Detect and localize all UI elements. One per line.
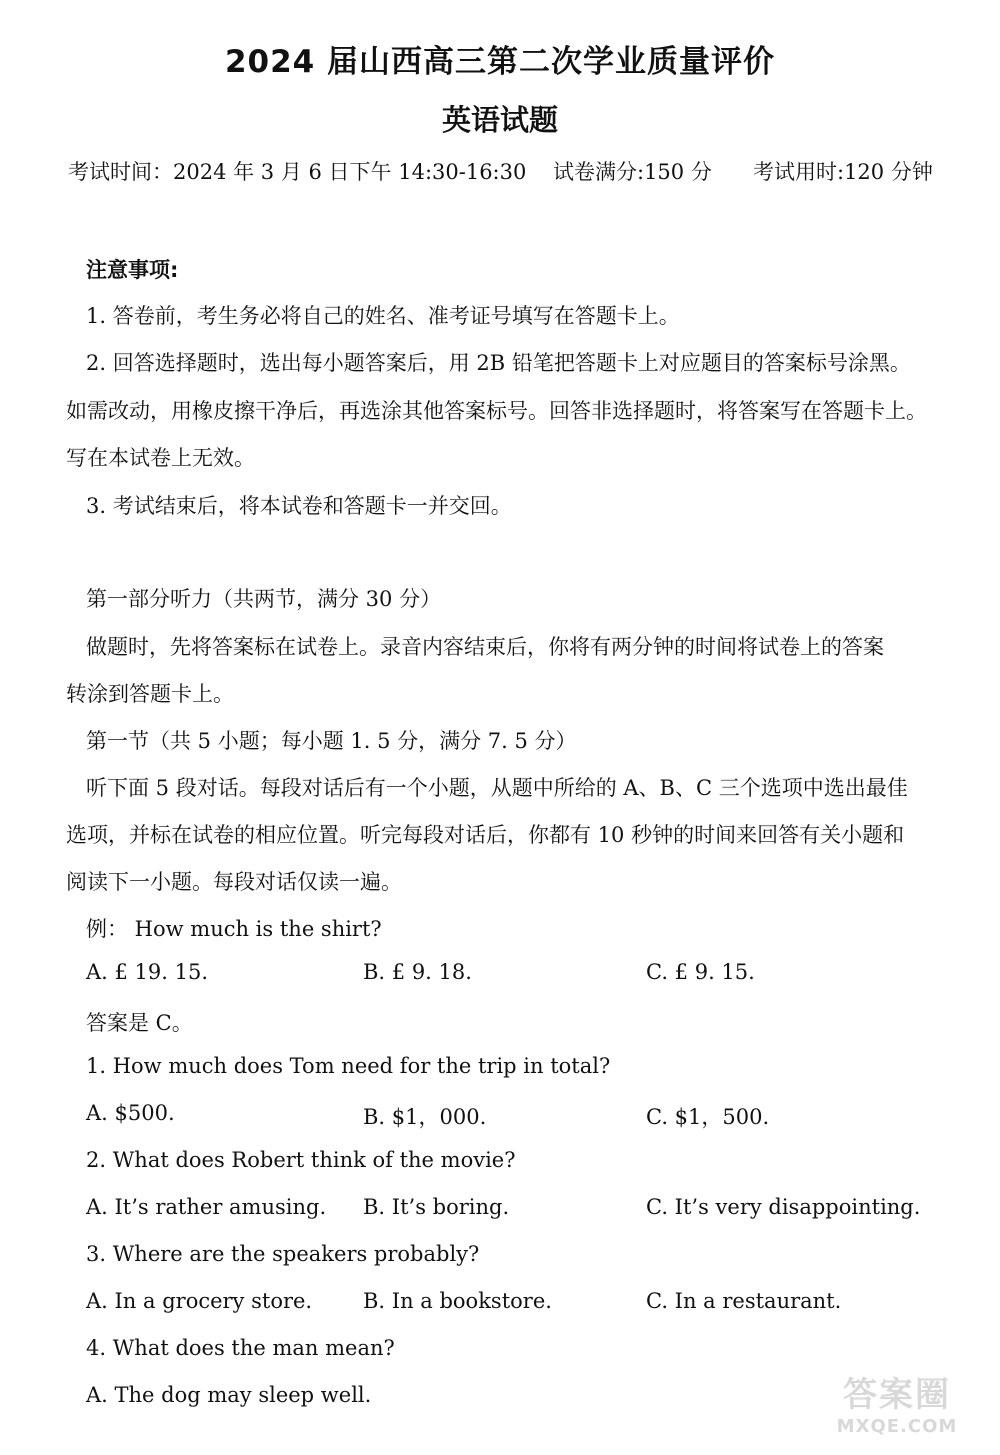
question-1-option-c: C. $1，500. xyxy=(646,1105,770,1129)
section1-heading: 第一节（共 5 小题；每小题 1. 5 分，满分 7. 5 分） xyxy=(86,729,577,753)
question-2-option-a: A. It’s rather amusing. xyxy=(86,1195,327,1219)
example-option-b: B. £ 9. 18. xyxy=(363,960,472,984)
watermark-url: MXQE.COM xyxy=(836,1416,958,1437)
question-3-option-c: C. In a restaurant. xyxy=(646,1289,842,1313)
part1-heading: 第一部分听力（共两节，满分 30 分） xyxy=(86,587,442,611)
exam-meta xyxy=(68,156,948,186)
notice-item-3: 3. 考试结束后，将本试卷和答题卡一并交回。 xyxy=(86,494,512,518)
notice-item-2-line-1: 2. 回答选择题时，选出每小题答案后，用 2B 铅笔把答题卡上对应题目的答案标号涂黑。 xyxy=(86,351,911,375)
question-4-option-a: A. The dog may sleep well. xyxy=(86,1383,372,1407)
question-1: 1. How much does Tom need for the trip in total? xyxy=(86,1054,611,1078)
question-4: 4. What does the man mean? xyxy=(86,1336,395,1360)
example-answer: 答案是 C。 xyxy=(86,1011,193,1035)
question-2-option-c: C. It’s very disappointing. xyxy=(646,1195,921,1219)
question-2-option-b: B. It’s boring. xyxy=(363,1195,510,1219)
part1-instruction-line-1: 做题时，先将答案标在试卷上。录音内容结束后，你将有两分钟的时间将试卷上的答案 xyxy=(86,635,884,659)
notice-item-1: 1. 答卷前，考生务必将自己的姓名、准考证号填写在答题卡上。 xyxy=(86,304,680,328)
exam-duration: 考试用时:120 分钟 xyxy=(753,160,933,184)
part1-instruction-line-2: 转涂到答题卡上。 xyxy=(66,682,234,706)
watermark-logo xyxy=(812,1367,982,1447)
notice-item-2-line-3: 写在本试卷上无效。 xyxy=(66,446,255,470)
question-2: 2. What does Robert think of the movie? xyxy=(86,1148,516,1172)
example-option-c: C. £ 9. 15. xyxy=(646,960,755,984)
question-3-option-b: B. In a bookstore. xyxy=(363,1289,552,1313)
section1-instruction-line-3: 阅读下一小题。每段对话仅读一遍。 xyxy=(66,870,402,894)
watermark-logo-text: 答案圈 xyxy=(843,1375,951,1415)
example-option-a: A. £ 19. 15. xyxy=(86,960,209,984)
question-3: 3. Where are the speakers probably? xyxy=(86,1242,480,1266)
notice-item-2-line-2: 如需改动，用橡皮擦干净后，再选涂其他答案标号。回答非选择题时，将答案写在答题卡上。 xyxy=(66,399,927,423)
exam-subtitle: 英语试题 xyxy=(441,103,558,137)
notice-heading: 注意事项: xyxy=(86,258,179,282)
question-3-option-a: A. In a grocery store. xyxy=(86,1289,313,1313)
question-1-option-a: A. $500. xyxy=(86,1101,175,1125)
section1-instruction-line-1: 听下面 5 段对话。每段对话后有一个小题，从题中所给的 A、B、C 三个选项中选出最佳 xyxy=(86,776,908,800)
example-question: 例： How much is the shirt? xyxy=(86,917,382,941)
exam-time: 考试时间：2024 年 3 月 6 日下午 14:30-16:30 xyxy=(68,160,527,184)
full-score: 试卷满分:150 分 xyxy=(553,160,712,184)
question-1-option-b: B. $1，000. xyxy=(363,1105,487,1129)
exam-title: 2024 届山西高三第二次学业质量评价 xyxy=(224,44,776,80)
section1-instruction-line-2: 选项，并标在试卷的相应位置。听完每段对话后，你都有 10 秒钟的时间来回答有关小题和 xyxy=(66,823,905,847)
